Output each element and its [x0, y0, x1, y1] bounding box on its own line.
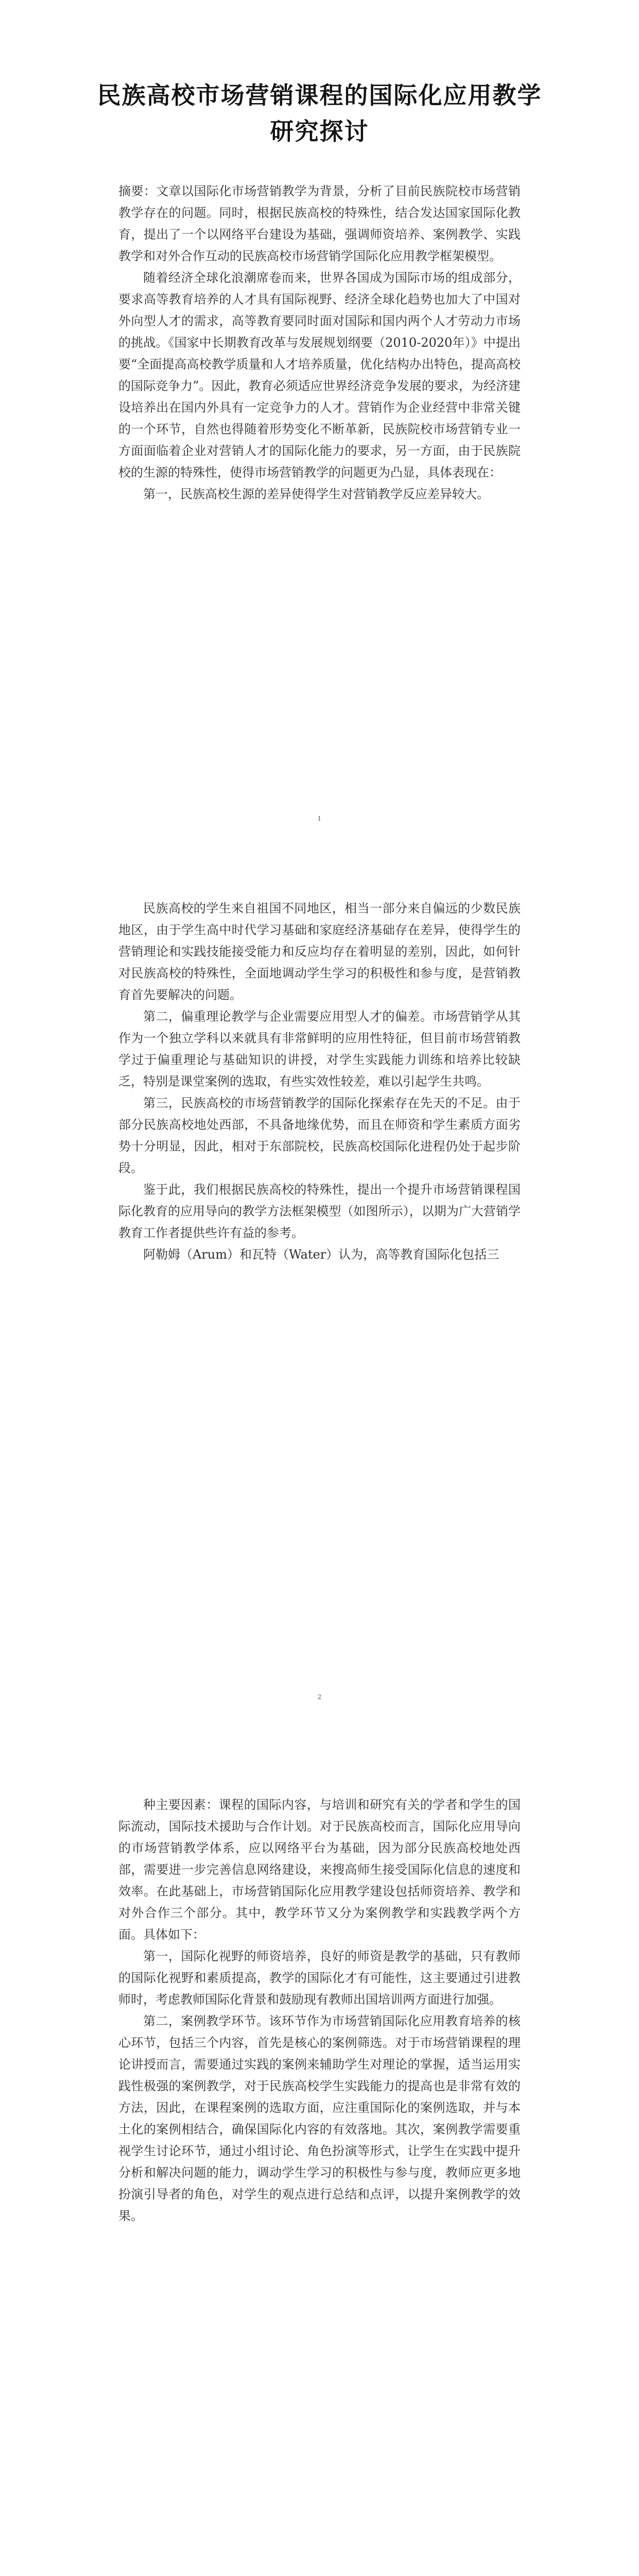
paragraph: 种主要因素：课程的国际内容，与培训和研究有关的学者和学生的国际流动，国际技术援助与合作计划。对于民族高校而言，国际化应用导向的市场营销教学体系，应以网络平台为基础，因为部分民族高校地处西部，需要进一步完善信息网络建设，来搜高师生接受国际化信息的速度和效率。在此基础上，市场营销国际化应用教学建设包括师资培养、教学和对外合作三个部分。其中，教学环节又分为案例教学和实践教学两个方面。具体如下： — [118, 1798, 521, 1942]
paragraph: 第二，案例教学环节。该环节作为市场营销国际化应用教育培养的核心环节，包括三个内容，首先是核心的案例筛选。对于市场营销课程的理论讲授而言，需要通过实践的案例来辅助学生对理论的掌握，适当运用实践性极强的案例教学，对于民族高校学生实践能力的提高也是非常有效的方法，因此，在课程案例的选取方面，应注重国际化的案例选取，并与本土化的案例相结合，确保国际化内容的有效落地。其次，案例教学需要重视学生讨论环节，通过小组讨论、角色扮演等形式，让学生在实践中提升分析和解决问题的能力，调动学生学习的积极性与参与度，教师应更多地扮演引导者的角色，对学生的观点进行总结和点评，以提升案例教学的效果。 — [118, 2014, 521, 2223]
page-number: 2 — [317, 1693, 322, 1701]
paragraph: 第三，民族高校的市场营销教学的国际化探索存在先天的不足。由于部分民族高校地处西部，不具备地缘优势，而且在师资和学生素质方面劣势十分明显，因此，相对于东部院校，民族高校国际化进程仍处于起步阶段。 — [118, 1096, 521, 1175]
page-3 — [0, 1794, 639, 2576]
page-title: 民族高校市场营销课程的国际化应用教学研究探讨 — [97, 81, 542, 145]
paragraph: 第一，民族高校生源的差异使得学生对营销教学反应差异较大。 — [143, 487, 489, 501]
page-2 — [0, 897, 639, 1794]
paragraph: 阿勒姆（Arum）和瓦特（Water）认为，高等教育国际化包括三 — [143, 1247, 499, 1262]
abstract: 摘要：文章以国际化市场营销教学为背景，分析了目前民族院校市场营销教学存在的问题。同时，根据民族高校的特殊性，结合发达国家国际化教育，提出了一个以网络平台建设为基础，强调师资培养、案例教学、实践教学和对外合作互动的民族高校市场营销学国际化应用教学框架模型。 — [118, 184, 521, 263]
paragraph: 鉴于此，我们根据民族高校的特殊性，提出一个提升市场营销课程国际化教育的应用导向的教学方法框架模型（如图所示），以期为广大营销学教育工作者提供些许有益的参考。 — [118, 1182, 521, 1240]
paragraph: 随着经济全球化浪潮席卷而来，世界各国成为国际市场的组成部分，要求高等教育培养的人才具有国际视野、经济全球化趋势也加大了中国对外向型人才的需求，高等教育要同时面对国际和国内两个人才劳动力市场的挑战。《国家中长期教育改革与发展规划纲要（2010-2020年）》中提出要“全面提高高校教学质量和人才培养质量，优化结构办出特色，提高高校的国际竞争力”。因此，教育必须适应世界经济竞争发展的要求，为经济建设培养出在国内外具有一定竞争力的人才。营销作为企业经营中非常关键的一个环节，自然也得随着形势变化不断革新，民族院校市场营销专业一方面面临着企业对营销人才的国际化能力的要求，另一方面，由于民族院校的生源的特殊性，使得市场营销教学的问题更为凸显，具体表现在： — [118, 270, 521, 480]
paragraph: 民族高校的学生来自祖国不同地区，相当一部分来自偏远的少数民族地区，由于学生高中时代学习基础和家庭经济基础存在差异，使得学生的营销理论和实践技能接受能力和反应均存在着明显的差别，因此，如何针对民族高校的特殊性，全面地调动学生学习的积极性和参与度，是营销教育首先要解决的问题。 — [118, 901, 521, 1002]
paragraph: 第一，国际化视野的师资培养，良好的师资是教学的基础，只有教师的国际化视野和素质提高，教学的国际化才有可能性，这主要通过引进教师时，考虑教师国际化背景和鼓励现有教师出国培训两方面进行加强。 — [118, 1949, 521, 2007]
paragraph: 第二，偏重理论教学与企业需要应用型人才的偏差。市场营销学从其作为一个独立学科以来就具有非常鲜明的应用性特征，但目前市场营销教学过于偏重理论与基础知识的讲授，对学生实践能力训练和培养比较缺乏，特别是课堂案例的选取，有些实效性较差，难以引起学生共鸣。 — [118, 1009, 521, 1089]
page-1 — [0, 0, 639, 897]
page-number: 1 — [317, 815, 322, 822]
